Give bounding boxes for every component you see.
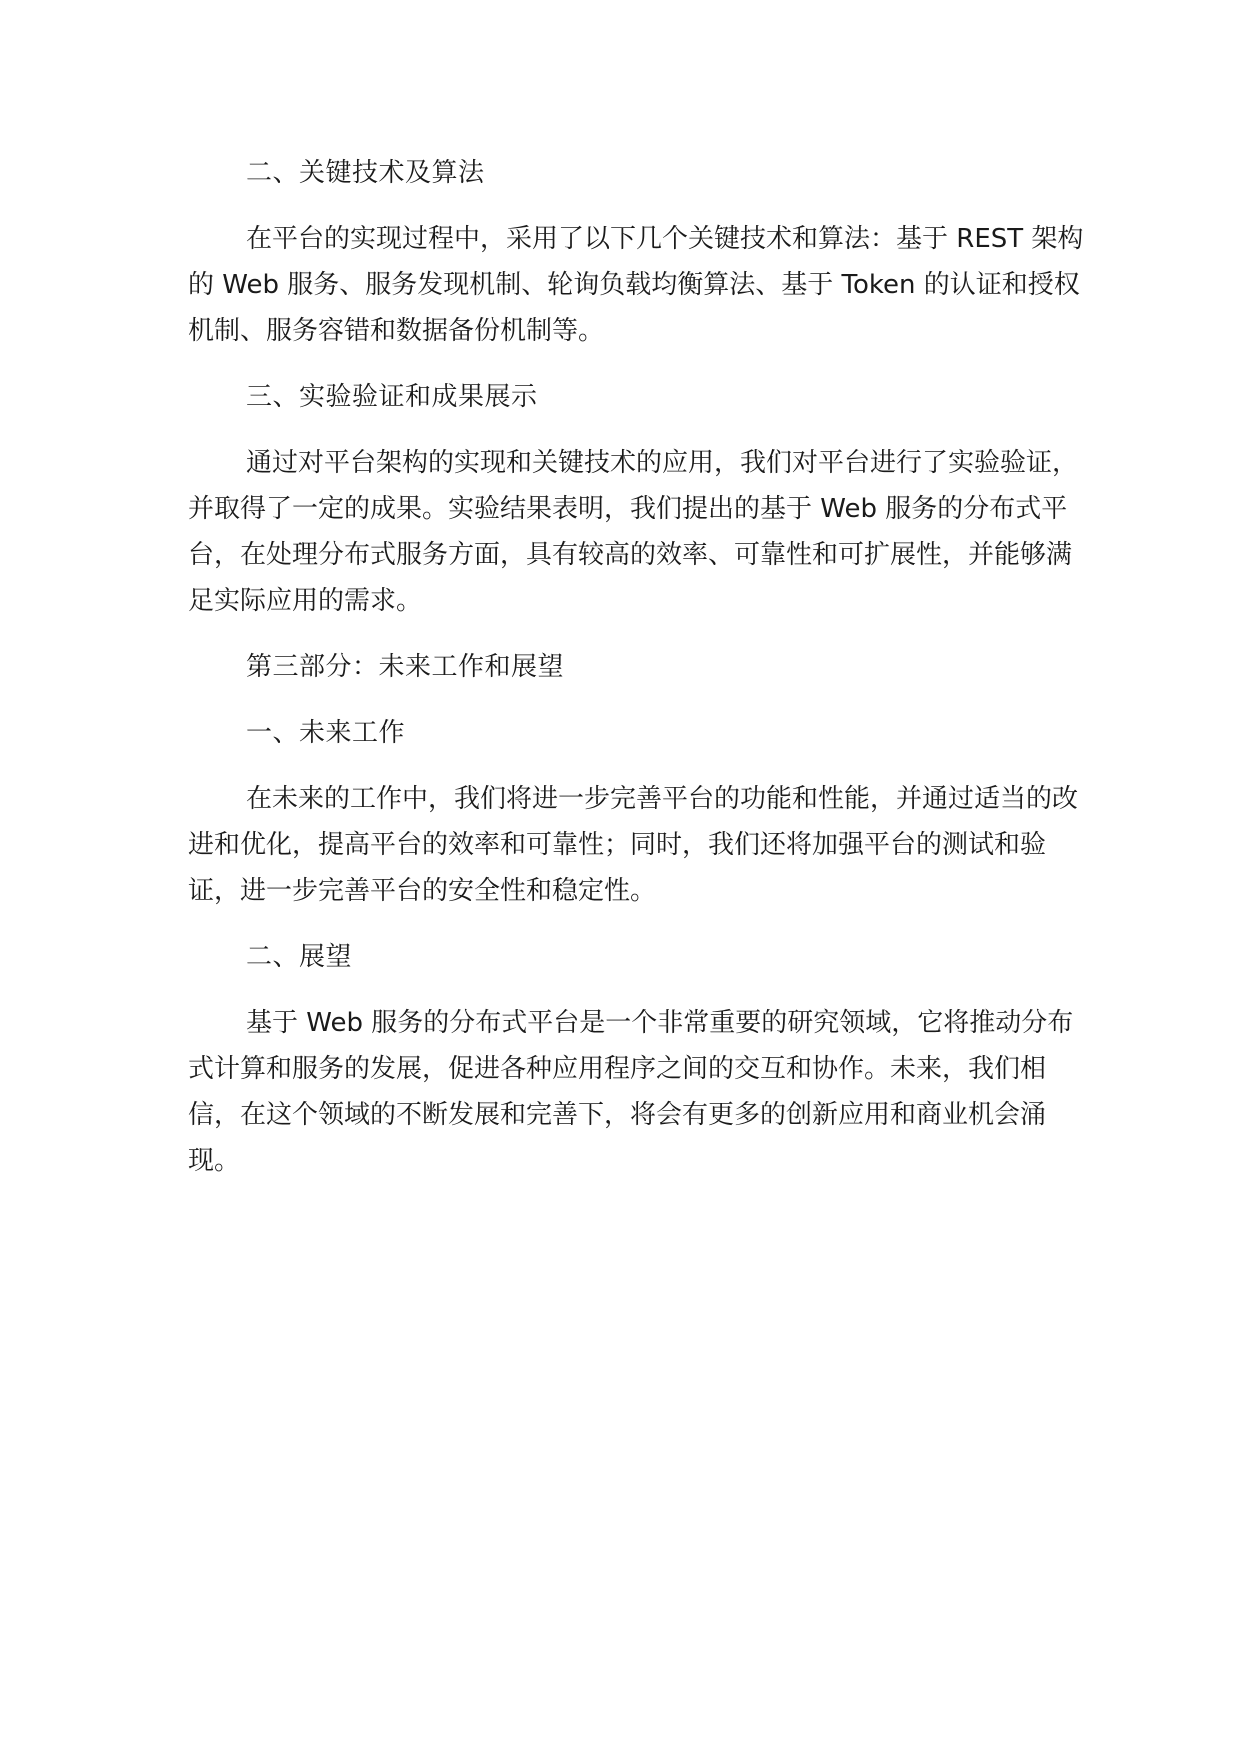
paragraph-outlook: 基于 Web 服务的分布式平台是一个非常重要的研究领域，它将推动分布式计算和服务的发展，促进各种应用程序之间的交互和协作。未来，我们相信，在这个领域的不断发展和完善下，将会有更多的创新应用和商业机会涌现。 xyxy=(188,1008,1074,1176)
section-heading-key-technologies: 二、关键技术及算法 xyxy=(246,158,485,188)
section-heading-future-work: 一、未来工作 xyxy=(246,718,406,748)
document-body xyxy=(188,150,1088,1204)
paragraph-future-work: 在未来的工作中，我们将进一步完善平台的功能和性能，并通过适当的改进和优化，提高平台的效率和可靠性；同时，我们还将加强平台的测试和验证，进一步完善平台的安全性和稳定性。 xyxy=(188,784,1079,906)
paragraph-experiment-results: 通过对平台架构的实现和关键技术的应用，我们对平台进行了实验验证，并取得了一定的成果。实验结果表明，我们提出的基于 Web 服务的分布式平台，在处理分布式服务方面，具有较高的效率、可靠性和可扩展性，并能够满足实际应用的需求。 xyxy=(188,448,1079,616)
part-heading-future-outlook: 第三部分：未来工作和展望 xyxy=(246,652,565,682)
paragraph-key-technologies: 在平台的实现过程中，采用了以下几个关键技术和算法：基于 REST 架构的 Web 服务、服务发现机制、轮询负载均衡算法、基于 Token 的认证和授权机制、服务容错和数据备份机制等。 xyxy=(188,224,1084,346)
section-heading-experiment-results: 三、实验验证和成果展示 xyxy=(246,382,538,412)
section-heading-outlook: 二、展望 xyxy=(246,942,353,972)
